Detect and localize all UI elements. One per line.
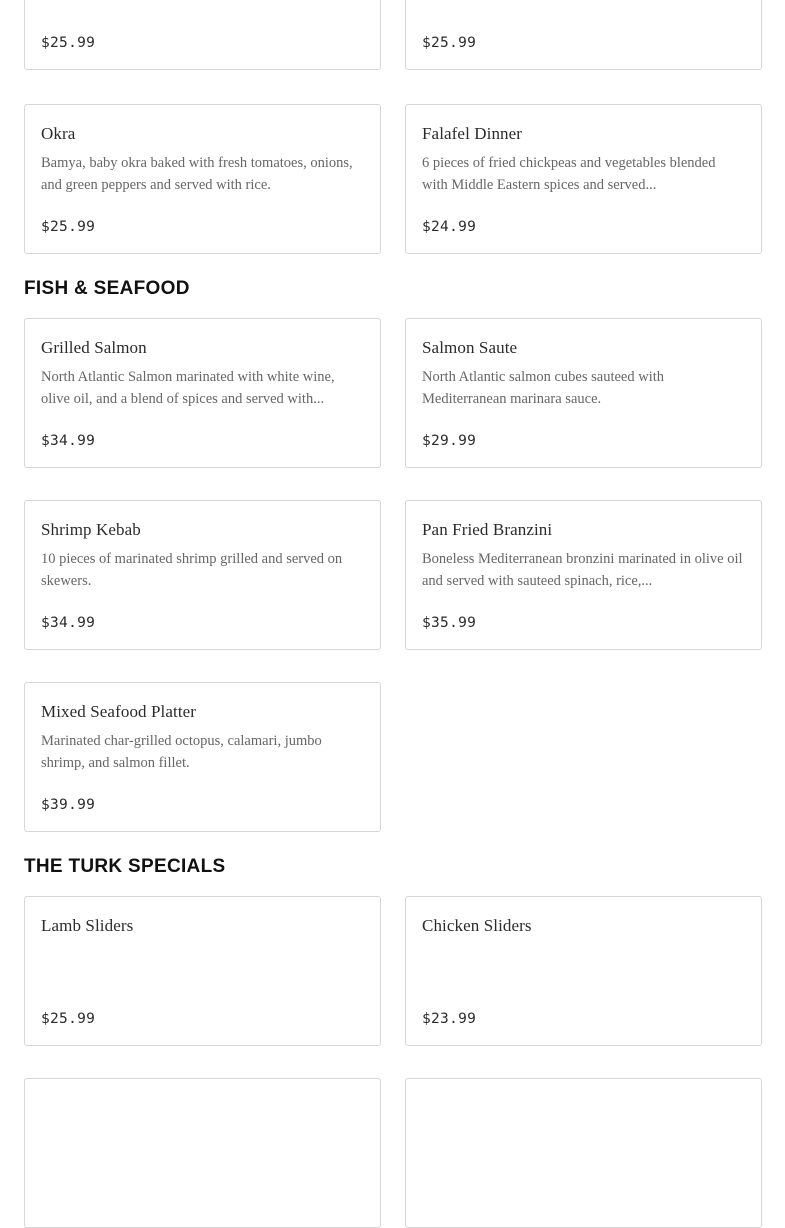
menu-item-card[interactable]: Salmon Saute North Atlantic salmon cubes sauteed with Mediterranean marinara sauce. $29.99 [405,318,762,468]
menu-item-description: Marinated char-grilled octopus, calamari, jumbo shrimp, and salmon fillet. [41,733,322,771]
menu-item-card[interactable]: Chicken Sliders $23.99 [405,896,762,1046]
menu-item-card[interactable]: Shrimp Kebab 10 pieces of marinated shrimp grilled and served on skewers. $34.99 [24,500,381,650]
menu-item-card[interactable]: Grilled Salmon North Atlantic Salmon marinated with white wine, olive oil, and a blend of spices and served with... $34.99 [24,318,381,468]
menu-item-card[interactable]: Okra Bamya, baby okra baked with fresh tomatoes, onions, and green peppers and served with rice. $25.99 [24,104,381,254]
menu-item-card[interactable] [24,1078,381,1228]
menu-item-name: Pan Fried Branzini [422,520,553,539]
menu-item-description: North Atlantic salmon cubes sauteed with Mediterranean marinara sauce. [422,369,665,407]
menu-item-description: 10 pieces of marinated shrimp grilled and served on skewers. [41,551,343,589]
menu-item-description: 6 pieces of fried chickpeas and vegetables blended with Middle Eastern spices and served... [422,155,716,193]
menu-item-card[interactable]: Falafel Dinner 6 pieces of fried chickpeas and vegetables blended with Middle Eastern spices and served... $24.99 [405,104,762,254]
menu-item-name: Mixed Seafood Platter [41,702,197,721]
menu-item-card[interactable]: $25.99 [405,0,762,70]
menu-item-name: Falafel Dinner [422,124,523,143]
menu-item-description: Bamya, baby okra baked with fresh tomatoes, onions, and green peppers and served with rice. [41,155,353,193]
menu-item-name: Lamb Sliders [41,916,134,935]
menu-item-name: Salmon Saute [422,338,518,357]
menu-item-name: Grilled Salmon [41,338,147,357]
menu-item-description: Boneless Mediterranean bronzini marinated in olive oil and served with sauteed spinach, rice,... [422,551,743,589]
section-title-fish-seafood: FISH & SEAFOOD [24,278,190,299]
menu-item-name: Okra [41,124,76,143]
menu-item-name: Chicken Sliders [422,916,532,935]
menu-item-card[interactable]: Pan Fried Branzini Boneless Mediterranean bronzini marinated in olive oil and served with sauteed spinach, rice,... $35.99 [405,500,762,650]
menu-item-card[interactable]: $25.99 [24,0,381,70]
menu-item-card[interactable]: Lamb Sliders $25.99 [24,896,381,1046]
section-title-turk-specials: THE TURK SPECIALS [24,856,226,877]
menu-item-description: North Atlantic Salmon marinated with white wine, olive oil, and a blend of spices and served with... [41,369,335,407]
menu-item-card[interactable] [405,1078,762,1228]
menu-item-name: Shrimp Kebab [41,520,141,539]
menu-item-card[interactable]: Mixed Seafood Platter Marinated char-grilled octopus, calamari, jumbo shrimp, and salmon fillet. $39.99 [24,682,381,832]
